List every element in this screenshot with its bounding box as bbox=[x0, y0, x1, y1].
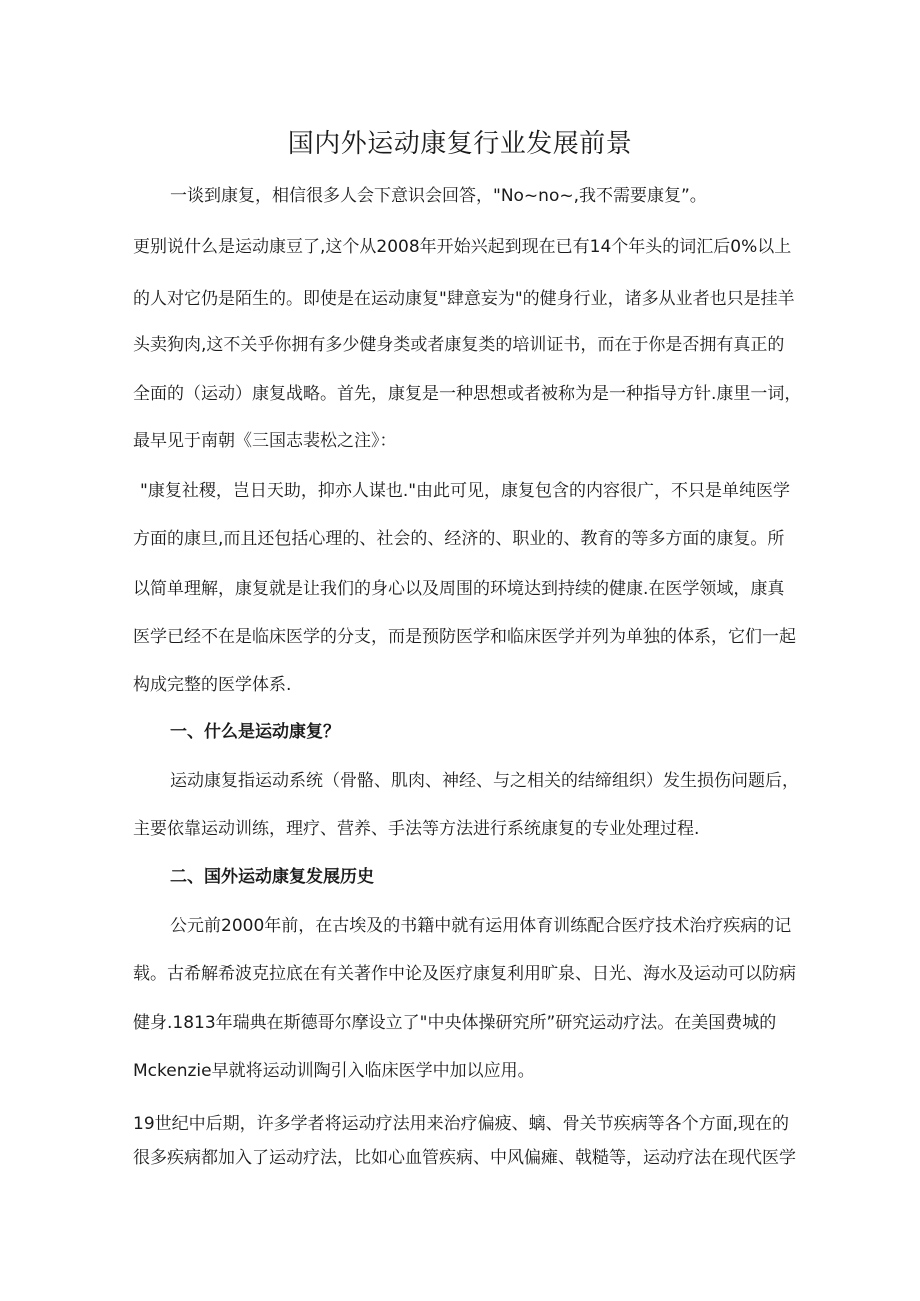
paragraph-line: 很多疾病都加入了运动疗法，比如心血管疾病、中风偏瘫、戟糙等，运动疗法在现代医学 bbox=[133, 1148, 796, 1168]
paragraph-line: 主要依靠运动训练，理疗、营养、手法等方法进行系统康复的专业处理过程. bbox=[133, 819, 700, 839]
paragraph-line: 运动康复指运动系统（骨骼、肌肉、神经、与之相关的结缔组织）发生损伤问题后， bbox=[170, 771, 799, 791]
paragraph-line: 头卖狗肉,这不关乎你拥有多少健身类或者康复类的培训证书，而在于你是否拥有真正的 bbox=[133, 335, 785, 355]
paragraph-line: 以简单理解，康复就是让我们的身心以及周围的环境达到持续的健康.在医学领域，康真 bbox=[133, 579, 785, 599]
paragraph-line: 一谈到康复，相信很多人会下意识会回答，"No~no~,我不需要康复”。 bbox=[170, 186, 707, 206]
paragraph-line: 最早见于南朝《三国志裴松之注》： bbox=[133, 431, 397, 451]
paragraph-line: 构成完整的医学体系. bbox=[133, 675, 292, 695]
paragraph-line: 载。古希解希波克拉底在有关著作中论及医疗康复利用旷泉、日光、海水及运动可以防病 bbox=[133, 964, 796, 984]
paragraph-line: "康复社稷，岂日天助，抑亦人谋也."由此可见，康复包含的内容很广，不只是单纯医学 bbox=[140, 481, 791, 501]
paragraph-line: 方面的康旦,而且还包括心理的、社会的、经济的、职业的、教育的等多方面的康复。所 bbox=[133, 529, 785, 549]
section-heading: 一、什么是运动康复？ bbox=[170, 722, 340, 742]
paragraph-line: 19世纪中后期，许多学者将运动疗法用来治疗偏疲、螭、骨关节疾病等各个方面,现在的 bbox=[133, 1114, 790, 1134]
paragraph-line: 医学已经不在是临床医学的分支，而是预防医学和临床医学并列为单独的体系，它们一起 bbox=[133, 627, 796, 647]
paragraph-line: 公元前2000年前，在古埃及的书籍中就有运用体育训练配合医疗技术治疗疾病的记 bbox=[170, 916, 792, 936]
paragraph-line: Mckenzie早就将运动训陶引入临床医学中加以应用。 bbox=[133, 1061, 535, 1081]
document-title: 国内外运动康复行业发展前景 bbox=[287, 129, 633, 159]
paragraph-line: 的人对它仍是陌生的。即使是在运动康复"肆意妄为"的健身行业，诸多从业者也只是挂羊 bbox=[133, 289, 795, 309]
paragraph-line: 更别说什么是运动康豆了,这个从2008年开始兴起到现在已有14个年头的词汇后0%以上 bbox=[133, 237, 792, 257]
paragraph-line: 健身.1813年瑞典在斯德哥尔摩设立了"中央体操研究所”研究运动疗法。在美国费城的 bbox=[133, 1013, 777, 1033]
paragraph-line: 全面的（运动）康复战略。首先，康复是一种思想或者被称为是一种指导方针.康里一词， bbox=[133, 384, 802, 404]
section-heading: 二、国外运动康复发展历史 bbox=[170, 867, 374, 887]
